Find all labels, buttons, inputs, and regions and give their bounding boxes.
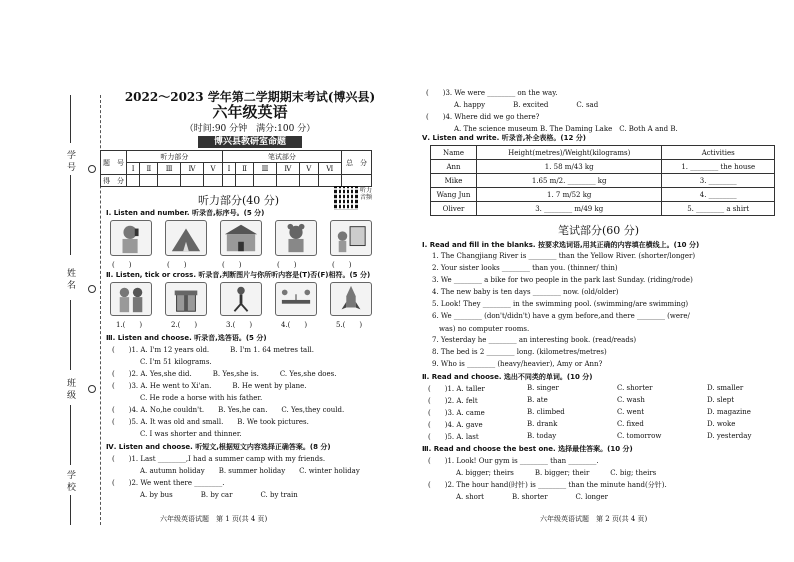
binding-hole <box>88 285 96 293</box>
score-table <box>100 150 372 187</box>
question-line: A. The science museum B. The Daming Lake C. Both A and B. <box>426 125 678 133</box>
question-line: ( )3. A. He went to Xi'an. B. He went by plane. <box>112 382 307 390</box>
score-col: Ⅲ <box>158 163 181 175</box>
score-cell[interactable] <box>204 175 223 187</box>
question-line: 4. The new baby is ten days ________ now. (old/older) <box>432 288 619 296</box>
answer-blank[interactable]: ( ) <box>332 261 352 269</box>
question-line: 5. Look! They ________ in the swimming pool. (swimming/are swimming) <box>432 300 689 308</box>
question-line: ( )1. Last ________,I had a summer camp with my friends. <box>112 455 326 463</box>
section-2-title: Ⅱ. Listen, tick or cross. 听录音,判断图片与你所听内容是(T)否(F)相符。(5 分) <box>106 271 371 279</box>
choice-item: C. tomorrow <box>617 432 662 440</box>
score-table-header: 听力部分 <box>127 151 223 163</box>
name-label: 姓 名 <box>65 268 75 289</box>
choice-item: D. slept <box>707 396 735 404</box>
writing-section-3-title: Ⅲ. Read and choose the best one. 选择最佳答案。(10 分) <box>422 445 633 453</box>
choice-item: C. wash <box>617 396 645 404</box>
section-1-title: Ⅰ. Listen and number. 听录音,标序号。(5 分) <box>106 209 265 217</box>
question-line: ( )2. We went there ________. <box>112 479 225 487</box>
fill-line <box>70 405 71 465</box>
answer-blank[interactable]: 2.( ) <box>171 321 198 329</box>
exam-subject: 六年级英语 <box>212 103 288 121</box>
picture-girl-phone <box>110 220 152 256</box>
choice-item: B. climbed <box>527 408 565 416</box>
choice-item: C. fixed <box>617 420 644 428</box>
question-line: ( )4. A. No,he couldn't. B. Yes,he can. C. Yes,they could. <box>112 406 345 414</box>
score-col: Ⅴ <box>299 163 318 175</box>
score-cell[interactable] <box>140 175 158 187</box>
info-cell: 1. 58 m/43 kg <box>477 160 662 174</box>
choice-item: B. today <box>527 432 557 440</box>
info-cell: Wang Jun <box>431 188 477 202</box>
score-table-header: 题 号 <box>101 151 127 175</box>
question-line: ( )1. Look! Our gym is ________ than ________. <box>428 457 599 465</box>
choice-item: ( )5. A. last <box>428 433 479 441</box>
score-cell[interactable] <box>180 175 203 187</box>
picture-rocket <box>330 282 372 316</box>
choice-item: C. went <box>617 408 645 416</box>
picture-drawing <box>330 220 372 256</box>
question-line: ( )2. The hour hand(时针) is ________ than the minute hand(分针). <box>428 481 667 489</box>
exam-title: 2022～2023 学年第二学期期末考试(博兴县) <box>124 90 376 104</box>
info-cell[interactable]: 3. ________ <box>662 174 775 188</box>
question-line: 3. We ________ a bike for two people in the park last Sunday. (riding/rode) <box>432 276 693 284</box>
score-col: Ⅱ <box>140 163 158 175</box>
info-cell: Ann <box>431 160 477 174</box>
binding-hole <box>88 385 96 393</box>
picture-people <box>110 282 152 316</box>
student-id-label: 学 号 <box>65 150 75 171</box>
section-3-title: Ⅲ. Listen and choose. 听录音,选答语。(5 分) <box>106 334 267 342</box>
answer-blank[interactable]: ( ) <box>167 261 187 269</box>
choice-item: B. drank <box>527 420 558 428</box>
info-cell: Mike <box>431 174 477 188</box>
question-line: C. I was shorter and thinner. <box>112 430 242 438</box>
question-line: 7. Yesterday he ________ an interesting book. (read/reads) <box>432 336 637 344</box>
choice-item: C. shorter <box>617 384 653 392</box>
page-footer-right: 六年级英语试题 第 2 页(共 4 页) <box>540 515 648 523</box>
binding-hole <box>88 165 96 173</box>
info-cell[interactable]: 5. ________ a shirt <box>662 202 775 216</box>
question-line: A. by bus B. by car C. by train <box>112 491 298 499</box>
question-line: 6. We ________ (don't/didn't) have a gym before,and there ________ (were/ <box>432 312 690 320</box>
score-col: Ⅳ <box>180 163 203 175</box>
school-label: 学 校 <box>65 470 75 491</box>
question-line: A. short B. shorter C. longer <box>428 493 609 501</box>
score-cell[interactable] <box>318 175 341 187</box>
choice-item: ( )2. A. felt <box>428 397 478 405</box>
question-line: 9. Who is ________ (heavy/heavier), Amy or Ann? <box>432 360 603 368</box>
writing-section-1-title: Ⅰ. Read and fill in the blanks. 按要求选词语,用其正确的内容填在横线上。(10 分) <box>422 241 700 249</box>
score-cell[interactable] <box>342 175 372 187</box>
fill-line <box>70 300 71 370</box>
score-col: Ⅱ <box>236 163 254 175</box>
score-col: Ⅲ <box>254 163 277 175</box>
choice-item: D. yesterday <box>707 432 752 440</box>
fill-line <box>70 495 71 525</box>
info-header: Height(metres)/Weight(kilograms) <box>477 146 662 160</box>
score-cell[interactable] <box>158 175 181 187</box>
picture-gift <box>165 282 207 316</box>
choice-item: ( )1. A. taller <box>428 385 485 393</box>
qr-code-overlay <box>334 186 358 210</box>
exam-organizer: 博兴县教研室命题 <box>198 136 302 148</box>
answer-blank[interactable]: ( ) <box>112 261 132 269</box>
picture-running <box>220 282 262 316</box>
picture-school <box>220 220 262 256</box>
score-row-label: 得 分 <box>101 175 127 187</box>
info-cell[interactable]: 1.65 m/2. ________ kg <box>477 174 662 188</box>
info-cell[interactable]: 4. ________ <box>662 188 775 202</box>
score-cell[interactable] <box>222 175 235 187</box>
fill-line <box>70 175 71 255</box>
score-cell[interactable] <box>127 175 140 187</box>
question-line: ( )1. A. I'm 12 years old. B. I'm 1. 64 metres tall. <box>112 346 314 354</box>
answer-blank[interactable]: 3.( ) <box>226 321 253 329</box>
choice-item: B. ate <box>527 396 548 404</box>
score-col: Ⅳ <box>276 163 299 175</box>
choice-item: D. woke <box>707 420 736 428</box>
writing-section-2-title: Ⅱ. Read and choose. 选出不同类的单词。(10 分) <box>422 373 593 381</box>
score-cell[interactable] <box>276 175 299 187</box>
choice-item: ( )4. A. gave <box>428 421 483 429</box>
section-4-title: Ⅳ. Listen and choose. 听短文,根据短文内容选择正确答案。(8 分) <box>106 443 331 451</box>
section-5-title: Ⅴ. Listen and write. 听录音,补全表格。(12 分) <box>422 134 586 142</box>
info-cell: 1. 7 m/52 kg <box>477 188 662 202</box>
question-line: ( )4. Where did we go there? <box>426 113 540 121</box>
answer-blank[interactable]: 1.( ) <box>116 321 143 329</box>
score-col: Ⅴ <box>204 163 223 175</box>
choice-item: B. singer <box>527 384 559 392</box>
info-header: Name <box>431 146 477 160</box>
choice-item: ( )3. A. came <box>428 409 485 417</box>
question-line: was) no computer rooms. <box>432 325 530 333</box>
picture-tent <box>165 220 207 256</box>
listening-heading: 听力部分(40 分) <box>198 194 280 207</box>
question-line: A. happy B. excited C. sad <box>426 101 599 109</box>
picture-table-tennis <box>275 282 317 316</box>
question-line: 8. The bed is 2 ________ long. (kilometres/metres) <box>432 348 607 356</box>
score-table-header: 笔试部分 <box>222 151 341 163</box>
question-line: ( )3. We were ________ on the way. <box>426 89 558 97</box>
info-table <box>430 145 775 216</box>
answer-blank[interactable]: 4.( ) <box>281 321 308 329</box>
answer-blank[interactable]: 5.( ) <box>336 321 363 329</box>
info-cell[interactable]: 1. ________ the house <box>662 160 775 174</box>
score-cell[interactable] <box>299 175 318 187</box>
score-col: Ⅰ <box>127 163 140 175</box>
score-cell[interactable] <box>254 175 277 187</box>
score-cell[interactable] <box>236 175 254 187</box>
question-line: C. I'm 51 kilograms. <box>112 358 212 366</box>
class-label: 班 级 <box>65 378 75 399</box>
writing-heading: 笔试部分(60 分) <box>558 224 640 237</box>
answer-blank[interactable]: ( ) <box>277 261 297 269</box>
question-line: A. bigger; theirs B. bigger; their C. big; theirs <box>428 469 657 477</box>
question-line: C. He rode a horse with his father. <box>112 394 263 402</box>
choice-item: D. magazine <box>707 408 751 416</box>
question-line: 2. Your sister looks ________ than you. (thinner/ thin) <box>432 264 618 272</box>
qr-label: 听力音频 <box>360 187 373 201</box>
score-col: Ⅰ <box>222 163 235 175</box>
question-line: 1. The Changjiang River is ________ than the Yellow River. (shorter/longer) <box>432 252 696 260</box>
binding-margin <box>0 0 100 562</box>
score-col: Ⅵ <box>318 163 341 175</box>
info-cell[interactable]: 3. ________ m/49 kg <box>477 202 662 216</box>
info-header: Activities <box>662 146 775 160</box>
answer-blank[interactable]: ( ) <box>222 261 242 269</box>
exam-time-info: （时间:90 分钟 满分:100 分） <box>184 124 316 134</box>
info-cell: Oliver <box>431 202 477 216</box>
question-line: ( )5. A. It was old and small. B. We took pictures. <box>112 418 309 426</box>
choice-item: D. smaller <box>707 384 744 392</box>
fill-line <box>70 95 71 143</box>
question-line: A. autumn holiday B. summer holiday C. winter holiday <box>112 467 360 475</box>
question-line: ( )2. A. Yes,she did. B. Yes,she is. C. Yes,she does. <box>112 370 337 378</box>
picture-bear <box>275 220 317 256</box>
score-table-header: 总 分 <box>342 151 372 175</box>
page-footer-left: 六年级英语试题 第 1 页(共 4 页) <box>160 515 268 523</box>
